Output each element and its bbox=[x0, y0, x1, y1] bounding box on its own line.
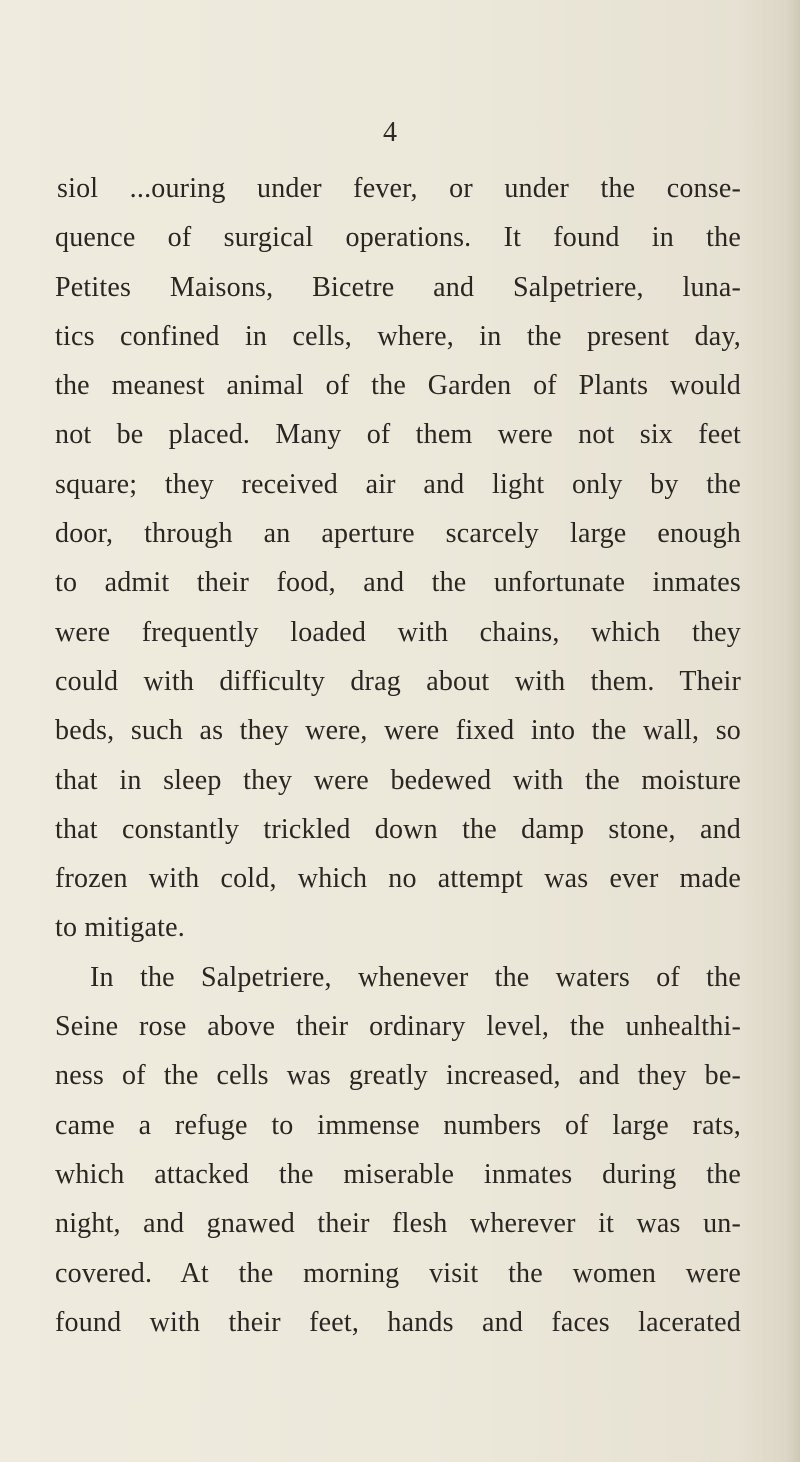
text-line: that in sleep they were bedewed with the moisture bbox=[55, 764, 741, 796]
text-line: siol ...ouring under fever, or under the conse- bbox=[57, 173, 741, 204]
text-line: could with difficulty drag about with them. Their bbox=[55, 665, 741, 697]
text-line: quence of surgical operations. It found in the bbox=[55, 222, 741, 254]
text-line: not be placed. Many of them were not six feet bbox=[55, 419, 741, 451]
text-line: Petites Maisons, Bicetre and Salpetriere, luna- bbox=[55, 271, 741, 303]
text-line: the meanest animal of the Garden of Plants would bbox=[55, 370, 741, 402]
text-line: to admit their food, and the unfortunate inmates bbox=[55, 567, 741, 599]
page-edge-shadow bbox=[786, 0, 800, 1462]
text-line: In the Salpetriere, whenever the waters of the bbox=[90, 961, 741, 993]
text-line: ness of the cells was greatly increased, and they be- bbox=[55, 1060, 741, 1092]
text-line: Seine rose above their ordinary level, the unhealthi- bbox=[55, 1011, 741, 1043]
body-text bbox=[55, 164, 741, 1347]
text-line: beds, such as they were, were fixed into the wall, so bbox=[55, 715, 741, 747]
text-line: night, and gnawed their flesh wherever it was un- bbox=[55, 1208, 741, 1240]
text-line: door, through an aperture scarcely large enough bbox=[55, 518, 741, 550]
page-number: 4 bbox=[383, 117, 397, 148]
text-line: found with their feet, hands and faces lacerated bbox=[55, 1306, 741, 1338]
text-line: tics confined in cells, where, in the present day, bbox=[55, 320, 741, 352]
text-line: came a refuge to immense numbers of large rats, bbox=[55, 1109, 741, 1141]
text-line: square; they received air and light only by the bbox=[55, 468, 741, 500]
text-line: covered. At the morning visit the women were bbox=[55, 1257, 741, 1289]
text-line: that constantly trickled down the damp stone, and bbox=[55, 813, 741, 845]
text-line: which attacked the miserable inmates during the bbox=[55, 1158, 741, 1190]
text-line: to mitigate. bbox=[55, 912, 185, 944]
text-line: frozen with cold, which no attempt was ever made bbox=[55, 863, 741, 895]
text-line: were frequently loaded with chains, which they bbox=[55, 616, 741, 648]
